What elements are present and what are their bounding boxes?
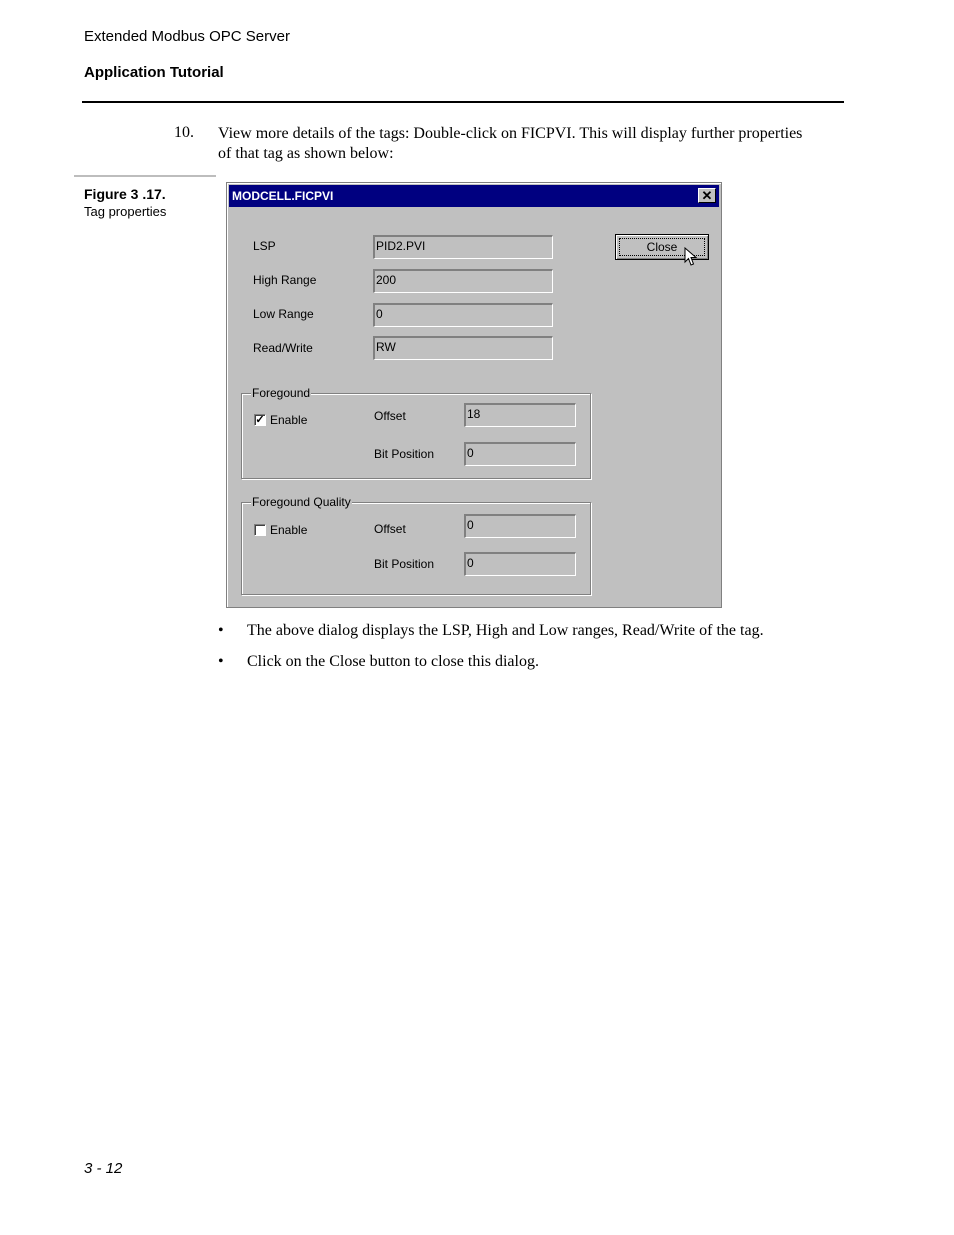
foreground-enable-label: Enable — [270, 413, 308, 427]
page-number: 3 - 12 — [84, 1160, 123, 1177]
low-range-field[interactable]: 0 — [373, 303, 553, 327]
bullet-text: Click on the Close button to close this dialog. — [247, 653, 539, 670]
foreground-quality-group-title: Foregound Quality — [252, 495, 351, 509]
read-write-label: Read/Write — [253, 341, 313, 355]
low-range-label: Low Range — [253, 307, 314, 321]
foreground-group-title: Foregound — [252, 386, 311, 400]
bullet-marker: • — [218, 622, 224, 639]
foreground-quality-offset-field[interactable]: 0 — [464, 514, 576, 538]
foreground-quality-enable-label: Enable — [270, 523, 308, 537]
lsp-label: LSP — [253, 239, 276, 253]
running-header-section: Application Tutorial — [84, 64, 224, 81]
bullet-text: The above dialog displays the LSP, High and Low ranges, Read/Write of the tag. — [247, 622, 764, 639]
close-x-icon[interactable]: ✕ — [698, 188, 716, 203]
header-divider — [82, 101, 844, 103]
foreground-quality-enable-checkbox[interactable] — [254, 524, 266, 536]
mouse-pointer-icon — [684, 247, 698, 267]
dialog-title: MODCELL.FICPVI — [232, 189, 334, 203]
figure-divider — [74, 175, 216, 177]
foreground-quality-offset-label: Offset — [374, 522, 406, 536]
lsp-field[interactable]: PID2.PVI — [373, 235, 553, 259]
foreground-offset-label: Offset — [374, 409, 406, 423]
foreground-group — [241, 386, 591, 479]
close-button-label: Close — [619, 238, 705, 256]
foreground-quality-group — [241, 495, 591, 595]
step-number: 10. — [174, 124, 194, 141]
foreground-offset-field[interactable]: 18 — [464, 403, 576, 427]
foreground-bit-position-label: Bit Position — [374, 447, 435, 461]
tag-properties-dialog — [226, 182, 722, 608]
running-header-product: Extended Modbus OPC Server — [84, 28, 290, 45]
bullet-marker: • — [218, 653, 224, 670]
foreground-bit-position-field[interactable]: 0 — [464, 442, 576, 466]
foreground-quality-bit-position-label: Bit Position — [374, 557, 435, 571]
foreground-enable-checkbox[interactable]: ✓ — [255, 414, 265, 426]
high-range-label: High Range — [253, 273, 317, 287]
foreground-quality-bit-position-field[interactable]: 0 — [464, 552, 576, 576]
dialog-titlebar[interactable] — [229, 185, 719, 207]
read-write-field[interactable]: RW — [373, 336, 553, 360]
figure-caption: Tag properties — [84, 204, 167, 219]
high-range-field[interactable]: 200 — [373, 269, 553, 293]
figure-number: Figure 3 .17. — [84, 186, 166, 202]
step-text: View more details of the tags: Double-click on FICPVI. This will display further properties of that tag as shown below: — [218, 125, 803, 162]
